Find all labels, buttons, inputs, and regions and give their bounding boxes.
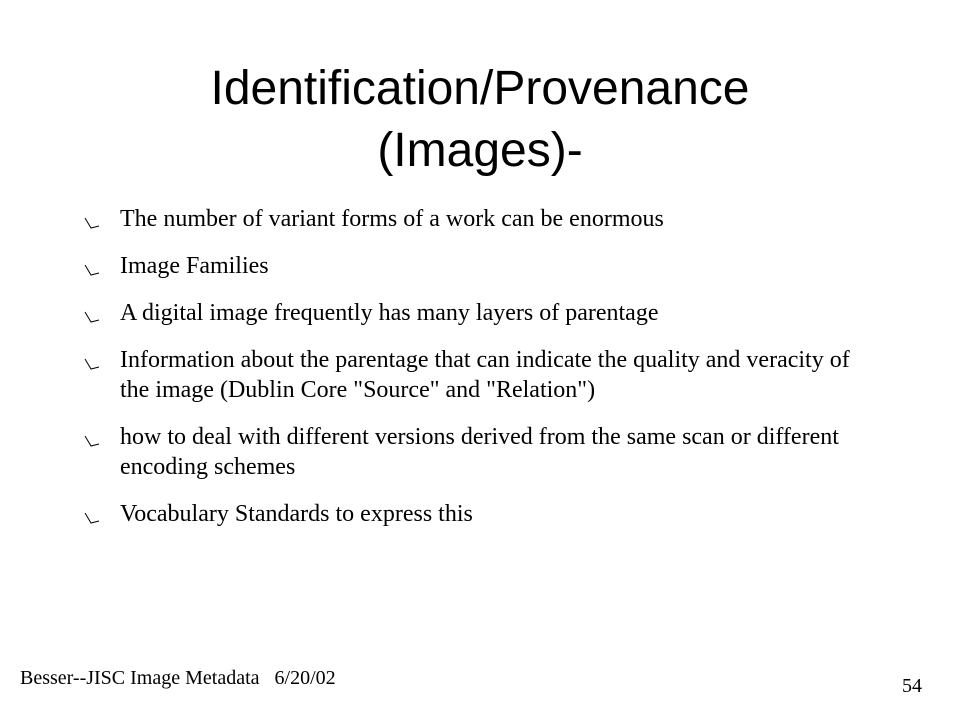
hollow-arrow-bullet-icon xyxy=(84,435,100,447)
slide-title-line-1: Identification/Provenance xyxy=(210,62,750,115)
bullet-item xyxy=(84,251,884,281)
bullet-text: how to deal with different versions derived from the same scan or different encoding schemes xyxy=(120,424,839,480)
bullet-item xyxy=(84,298,884,328)
footer-text: Besser--JISC Image Metadata 6/20/02 xyxy=(20,667,336,689)
hollow-arrow-bullet-icon xyxy=(84,264,100,276)
hollow-arrow-bullet-icon xyxy=(84,217,100,229)
bullet-text: Information about the parentage that can indicate the quality and veracity of the image (Dublin Core "Source" and "Relation") xyxy=(120,347,850,403)
slide-title xyxy=(60,58,900,182)
page-number: 54 xyxy=(902,675,922,697)
bullet-text: Vocabulary Standards to express this xyxy=(120,501,473,527)
bullet-item xyxy=(84,499,884,529)
bullet-item xyxy=(84,204,884,234)
bullet-list xyxy=(84,204,884,546)
hollow-arrow-bullet-icon xyxy=(84,311,100,323)
bullet-item xyxy=(84,422,884,482)
bullet-text: The number of variant forms of a work can be enormous xyxy=(120,206,664,232)
slide-title-line-2: (Images)- xyxy=(377,124,583,177)
hollow-arrow-bullet-icon xyxy=(84,358,100,370)
bullet-text: A digital image frequently has many layers of parentage xyxy=(120,300,659,326)
bullet-text: Image Families xyxy=(120,253,269,279)
hollow-arrow-bullet-icon xyxy=(84,512,100,524)
bullet-item xyxy=(84,345,884,405)
